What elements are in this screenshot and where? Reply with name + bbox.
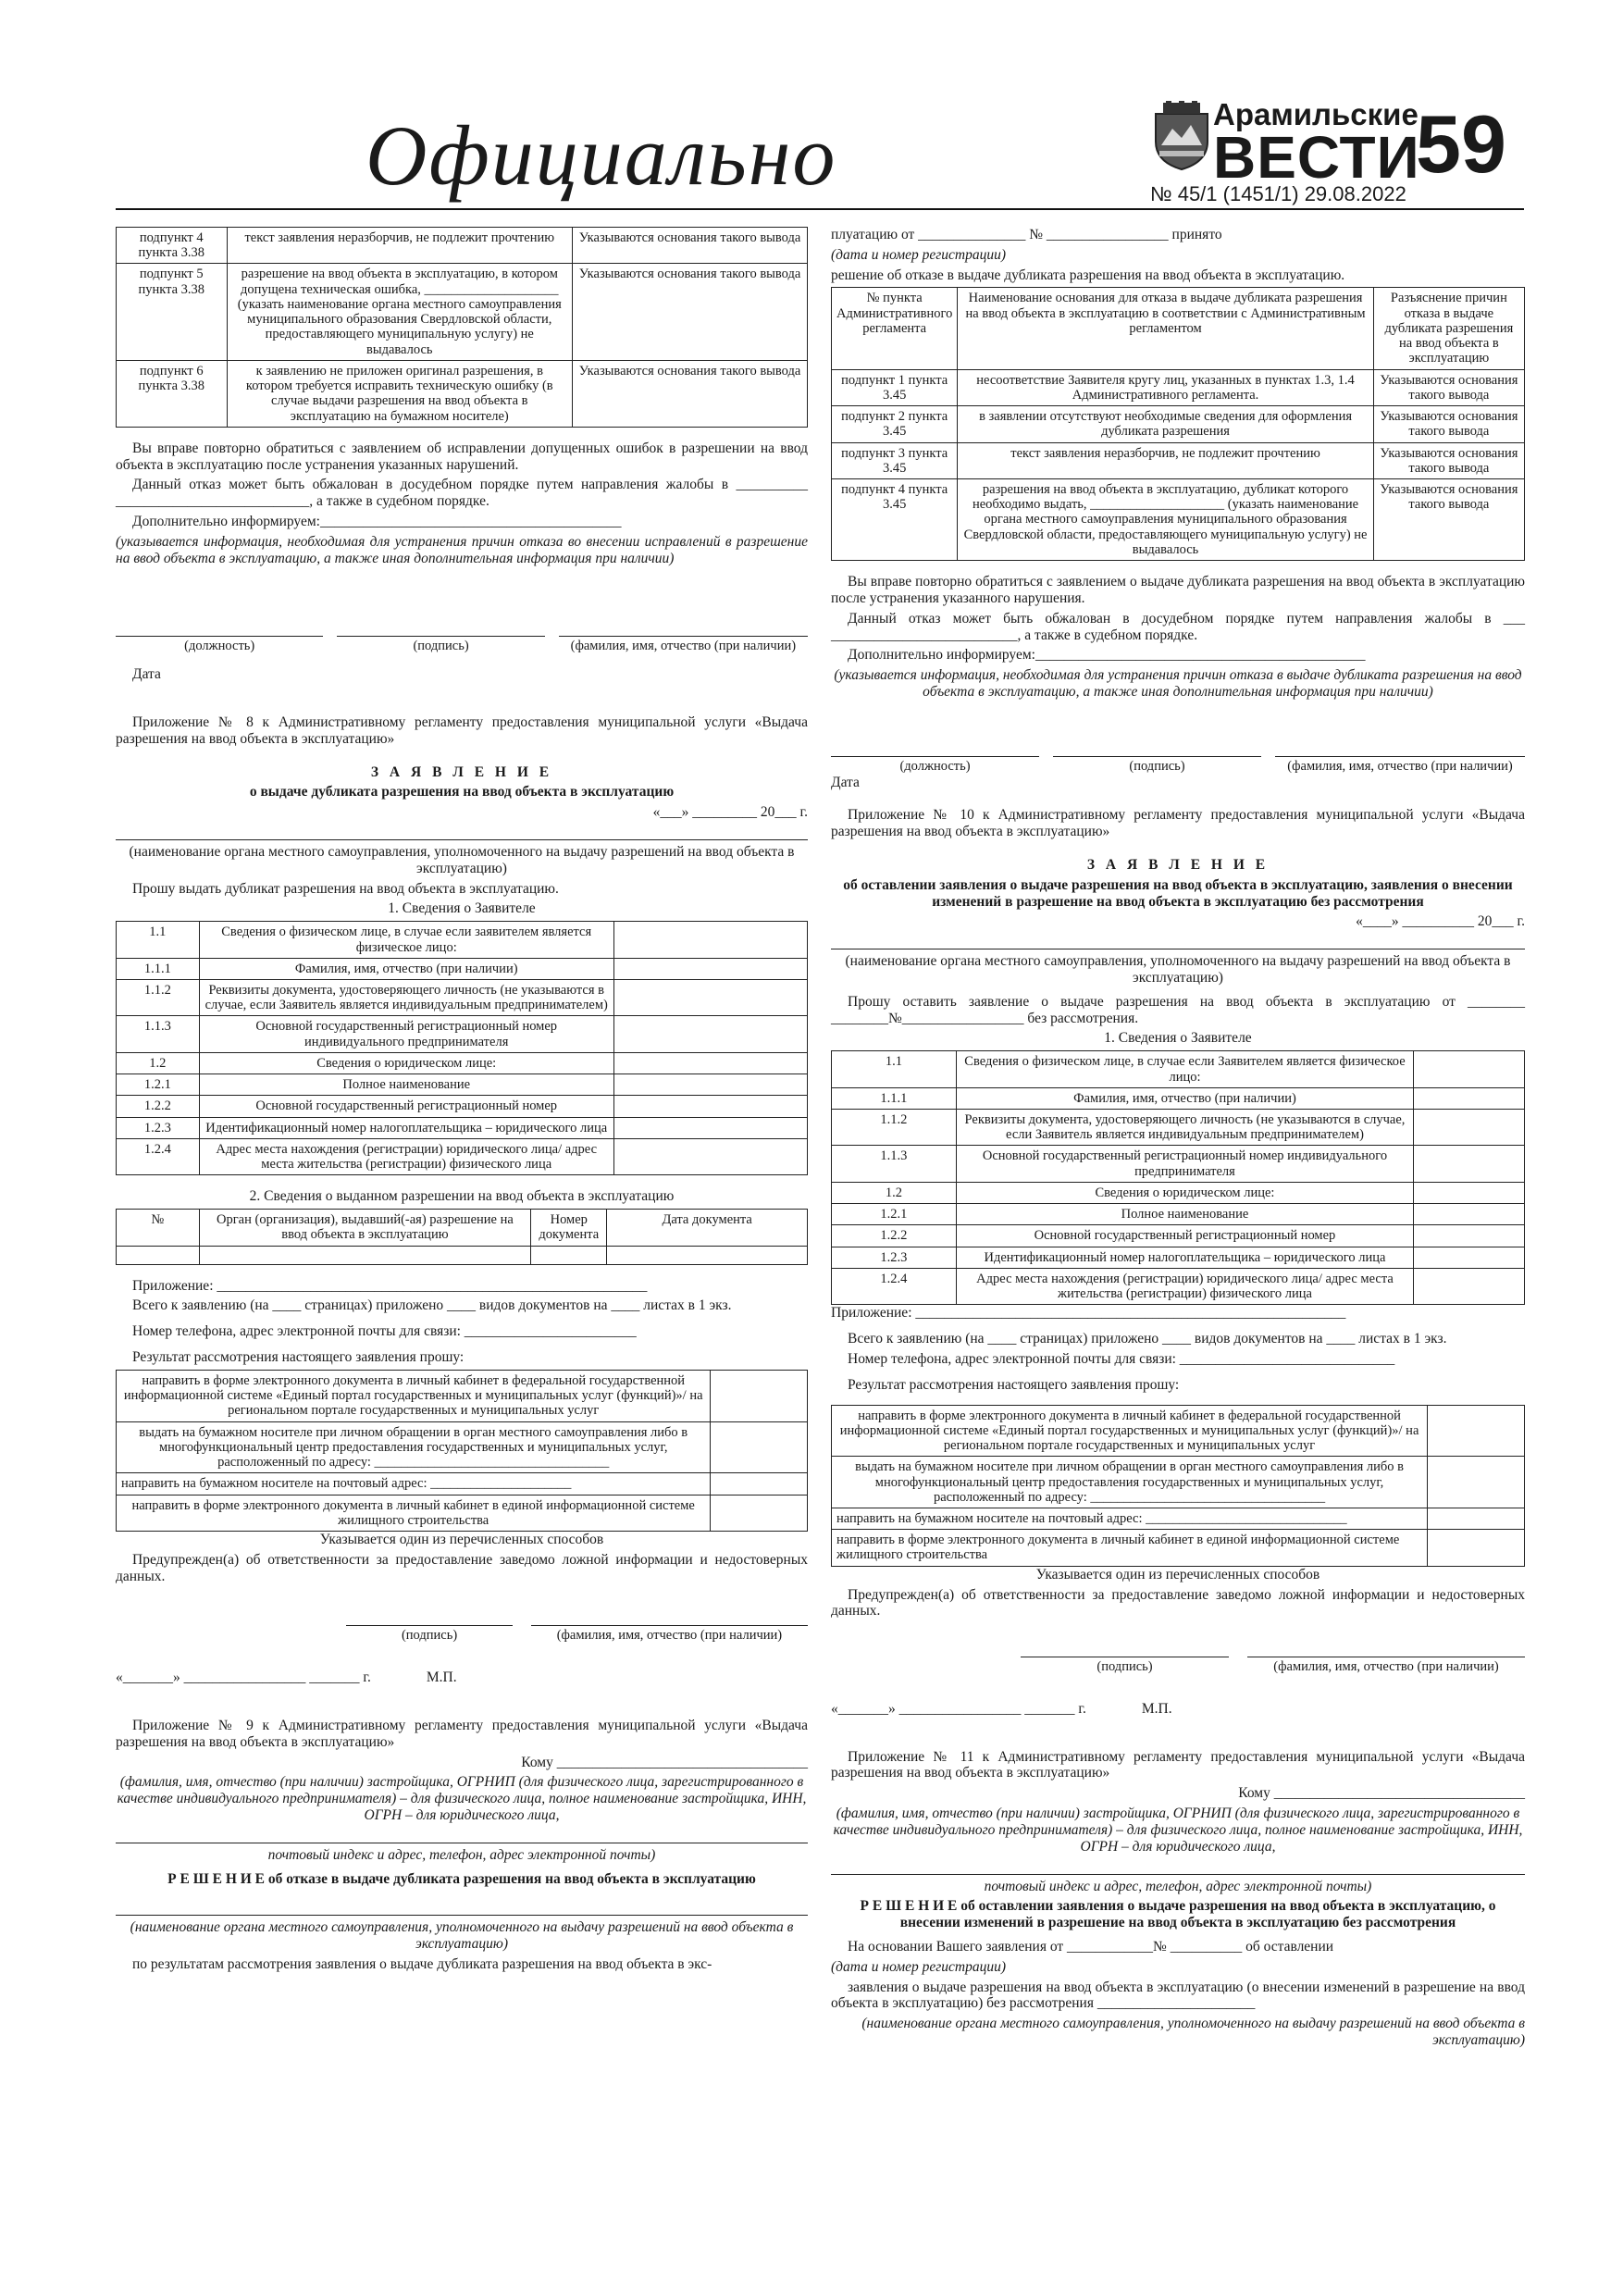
left-column [116, 227, 808, 1977]
table-cell: 1.1.1 [832, 1087, 957, 1109]
date-label: Дата [831, 774, 860, 790]
date-line [116, 1669, 808, 1686]
table-cell: Указываются основания такого вывода [1373, 479, 1524, 561]
note: почтовый индекс и адрес, телефон, адрес электронной почты) [267, 1846, 656, 1863]
table-cell: Указываются основания такого вывода [573, 264, 808, 360]
table-cell: подпункт 6 пункта 3.38 [117, 360, 228, 427]
table-cell: 1.1.2 [832, 1110, 957, 1146]
date-label: Дата [132, 666, 161, 683]
table-cell: подпункт 1 пункта 3.45 [832, 369, 958, 405]
input-cell[interactable] [613, 1138, 807, 1174]
table-cell: Фамилия, имя, отчество (при наличии) [956, 1087, 1413, 1109]
appendix-heading: Приложение № 10 к Административному регламенту предоставления муниципальной услуги «Выдача разрешения на ввод объекта в эксплуатацию» [831, 807, 1525, 840]
note: (наименование органа местного самоуправления, уполномоченного на выдачу разрешений на ввод объекта в эксплуатацию) [130, 1919, 794, 1953]
paragraph: заявления о выдаче разрешения на ввод объекта в эксплуатацию (о внесении изменений в разрешение на ввод объекта в эксплуатацию) без рассмотрения ______________________ [831, 1979, 1525, 2012]
date-line: «____» __________ 20___ г. [1356, 913, 1525, 930]
note: почтовый индекс и адрес, телефон, адрес электронной почты) [984, 1878, 1372, 1894]
table-cell: Адрес места нахождения (регистрации) юридического лица/ адрес места жительства (регистрации) физического лица [199, 1138, 613, 1174]
table-cell: подпункт 4 пункта 3.38 [117, 228, 228, 264]
paragraph: Всего к заявлению (на ____ страницах) приложено ____ видов документов на ____ листах в 1 экз. [132, 1297, 732, 1314]
note: (указывается информация, необходимая для устранения причин отказа во внесении исправлений в разрешение на ввод объекта в эксплуатацию, а также иная дополнительная информация при наличии) [116, 533, 808, 566]
table-cell: направить в форме электронного документа в личный кабинет в федеральной государственной информационной системе «Единый портал государственных и муниципальных услуг (функций)»/ на региональном портале государственных и муниципальных услуг [117, 1370, 711, 1421]
table-cell: Указываются основания такого вывода [1373, 369, 1524, 405]
option-checkbox[interactable] [1428, 1508, 1525, 1530]
input-cell[interactable] [1414, 1087, 1525, 1109]
blank-line [116, 1900, 808, 1916]
table-cell: направить в форме электронного документа в личный кабинет в федеральной государственной информационной системе «Единый портал государственных и муниципальных услуг (функций)»/ на региональном портале государственных и муниципальных услуг [832, 1405, 1428, 1457]
table-row [832, 1508, 1525, 1530]
brand-top: Арамильские [1213, 97, 1419, 131]
table-row [117, 980, 808, 1016]
signature-caption: (должность) [116, 636, 323, 654]
table-cell: текст заявления неразборчив, не подлежит прочтению [227, 228, 573, 264]
paragraph: Вы вправе повторно обратиться с заявлением об исправлении допущенных ошибок в разрешении на ввод объекта в эксплуатацию после устранения указанных нарушений. [116, 440, 808, 473]
note: Указывается один из перечисленных способов [1035, 1566, 1320, 1582]
applicant-table [116, 921, 808, 1175]
signature-block [116, 1625, 808, 1644]
table-row [832, 1146, 1525, 1182]
recipient-line: Кому ___________________________________ [521, 1754, 808, 1770]
recipient-line: Кому ___________________________________ [1238, 1785, 1525, 1802]
paragraph: по результатам рассмотрения заявления о выдаче дубликата разрешения на ввод объекта в экс- [132, 1956, 712, 1973]
paragraph: Результат рассмотрения настоящего заявления прошу: [848, 1376, 1180, 1393]
duplicate-refusal-table [831, 287, 1525, 561]
table-row [117, 228, 808, 264]
table-cell: направить на бумажном носителе на почтовый адрес: _____________________ [117, 1473, 711, 1495]
brand-name: ВЕСТИ [1213, 124, 1420, 191]
signature-caption: (фамилия, имя, отчество (при наличии) [1275, 756, 1525, 775]
paragraph: На основании Вашего заявления от ____________№ __________ об оставлении [848, 1938, 1334, 1955]
table-header: № [117, 1210, 200, 1246]
table-row [832, 479, 1525, 561]
stamp-place: М.П. [426, 1669, 457, 1686]
header-rule [116, 208, 1524, 210]
table-row [117, 1096, 808, 1117]
table-header: Орган (организация), выдавший(-ая) разрешение на ввод объекта в эксплуатацию [199, 1210, 531, 1246]
table-row [832, 1268, 1525, 1304]
input-cell[interactable] [607, 1246, 808, 1264]
table-row [832, 1051, 1525, 1087]
date-line: «___» _________ 20___ г. [652, 804, 808, 821]
table-cell: 1.1.3 [832, 1146, 957, 1182]
table-header: Наименование основания для отказа в выдаче дубликата разрешения на ввод объекта в эксплуатацию в соответствии с Административным регламентом [958, 288, 1373, 369]
table-cell: 1.1.3 [117, 1016, 200, 1052]
option-checkbox[interactable] [1428, 1457, 1525, 1508]
table-cell: 1.1.1 [117, 958, 200, 979]
table-row [117, 264, 808, 360]
signature-caption: (должность) [831, 756, 1039, 775]
table-cell: подпункт 5 пункта 3.38 [117, 264, 228, 360]
table-cell: Указываются основания такого вывода [573, 228, 808, 264]
note: (фамилия, имя, отчество (при наличии) застройщика, ОГРНИП (для физического лица, зарегистрированного в качестве индивидуального предпринимателя) – для физического лица, полное наименование застройщика, ИНН, ОГРН – для юридического лица, [833, 1806, 1523, 1855]
table-row [832, 1204, 1525, 1225]
document-subtitle: о выдаче дубликата разрешения на ввод объекта в эксплуатацию [249, 784, 675, 800]
note: (наименование органа местного самоуправления, уполномоченного на выдачу разрешений на ввод объекта в эксплуатацию) [129, 844, 795, 876]
table-row [832, 406, 1525, 442]
table-cell: подпункт 2 пункта 3.45 [832, 406, 958, 442]
input-cell[interactable] [1414, 1225, 1525, 1247]
table-cell: Указываются основания такого вывода [1373, 442, 1524, 478]
paragraph: Данный отказ может быть обжалован в досудебном порядке путем направления жалобы в __________ ___________________________, а также в судебном порядке. [116, 477, 808, 510]
table-cell: 1.2.1 [117, 1074, 200, 1096]
table-row [832, 1182, 1525, 1203]
signature-caption: (фамилия, имя, отчество (при наличии) [531, 1625, 808, 1644]
note: Указывается один из перечисленных способов [319, 1531, 604, 1547]
right-column [831, 227, 1525, 2053]
table-cell: Адрес места нахождения (регистрации) юридического лица/ адрес места жительства (регистрации) физического лица [956, 1268, 1413, 1304]
decision-title: Р Е Ш Е Н И Е об отказе в выдаче дубликата разрешения на ввод объекта в эксплуатацию [167, 1870, 756, 1887]
table-cell: Полное наименование [199, 1074, 613, 1096]
appendix-heading: Приложение № 8 к Административному регламенту предоставления муниципальной услуги «Выдача разрешения на ввод объекта в эксплуатацию» [116, 714, 808, 747]
result-options-table [831, 1405, 1525, 1567]
table-header: Номер документа [531, 1210, 607, 1246]
table-row [117, 1421, 808, 1473]
table-cell: Основной государственный регистрационный номер [199, 1096, 613, 1117]
table-row [117, 1138, 808, 1174]
paragraph: Предупрежден(а) об ответственности за предоставление заведомо ложной информации и недостоверных данных. [116, 1551, 808, 1584]
table-row [832, 288, 1525, 369]
signature-caption: (фамилия, имя, отчество (при наличии) [559, 636, 808, 654]
section-heading: 1. Сведения о Заявителе [388, 900, 536, 917]
table-cell: Сведения о юридическом лице: [956, 1182, 1413, 1203]
input-cell[interactable] [613, 1074, 807, 1096]
table-cell: 1.1 [832, 1051, 957, 1087]
table-cell: Основной государственный регистрационный номер [956, 1225, 1413, 1247]
paragraph: Дополнительно информируем:______________________________________________ [848, 647, 1366, 664]
table-row [832, 1087, 1525, 1109]
paragraph: Прошу выдать дубликат разрешения на ввод объекта в эксплуатацию. [132, 880, 559, 897]
paragraph: Данный отказ может быть обжалован в досудебном порядке путем направления жалобы в ___ __________________________, а также в судебном порядке. [831, 610, 1525, 643]
table-cell: выдать на бумажном носителе при личном обращении в орган местного самоуправления либо в многофункциональный центр предоставления государственных и муниципальных услуг, расположенный по адресу: ___________________________________ [117, 1421, 711, 1473]
table-row [117, 360, 808, 427]
note: (дата и номер регистрации) [831, 246, 1007, 263]
input-cell[interactable] [613, 1117, 807, 1138]
table-cell: к заявлению не приложен оригинал разрешения, в котором требуется исправить техническую ошибку (в случае выдачи разрешения на ввод объекта в эксплуатацию на бумажном носителе) [227, 360, 573, 427]
table-cell: Указываются основания такого вывода [1373, 406, 1524, 442]
stamp-place: М.П. [1141, 1700, 1172, 1717]
page-number: 59 [1416, 98, 1506, 190]
table-cell: Сведения о физическом лице, в случае если Заявителем является физическое лицо: [956, 1051, 1413, 1087]
issue-number: № 45/1 (1451/1) 29.08.2022 [1150, 182, 1406, 205]
signature-block [116, 636, 808, 654]
blank-line [116, 1828, 808, 1843]
table-cell: направить в форме электронного документа в личный кабинет в единой информационной системе жилищного строительства [832, 1530, 1428, 1566]
date-line [831, 1701, 1525, 1718]
input-cell[interactable] [613, 1096, 807, 1117]
paragraph: решение об отказе в выдаче дубликата разрешения на ввод объекта в эксплуатацию. [831, 267, 1345, 283]
paragraph: Всего к заявлению (на ____ страницах) приложено ____ видов документов на ____ листах в 1 экз. [848, 1331, 1447, 1347]
signature-caption: (подпись) [337, 636, 544, 654]
table-cell: Сведения о юридическом лице: [199, 1052, 613, 1074]
table-cell: 1.2.3 [117, 1117, 200, 1138]
section-title: Официально [365, 108, 837, 203]
table-cell: Реквизиты документа, удостоверяющего личность (не указываются в случае, если Заявитель является индивидуальным предпринимателем) [199, 980, 613, 1016]
table-row [117, 1117, 808, 1138]
table-cell: направить на бумажном носителе на почтовый адрес: ______________________________ [832, 1508, 1428, 1530]
input-cell[interactable] [199, 1246, 531, 1264]
appendix-heading: Приложение № 9 к Административному регламенту предоставления муниципальной услуги «Выдача разрешения на ввод объекта в эксплуатацию» [116, 1717, 808, 1750]
table-row [832, 1247, 1525, 1268]
correction-refusal-table [116, 227, 808, 428]
option-checkbox[interactable] [1428, 1405, 1525, 1457]
table-cell: несоответствие Заявителя кругу лиц, указанных в пунктах 1.3, 1.4 Административного регламента. [958, 369, 1373, 405]
table-row [117, 1052, 808, 1074]
signature-caption: (фамилия, имя, отчество (при наличии) [1247, 1657, 1525, 1675]
table-cell: Сведения о физическом лице, в случае если заявителем является физическое лицо: [199, 922, 613, 958]
table-cell: 1.2.2 [832, 1225, 957, 1247]
table-row [832, 1405, 1525, 1457]
input-cell[interactable] [1414, 1146, 1525, 1182]
table-header: Дата документа [607, 1210, 808, 1246]
paragraph: Номер телефона, адрес электронной почты для связи: ________________________ [132, 1323, 637, 1340]
table-cell: 1.2 [832, 1182, 957, 1203]
applicant-table [831, 1050, 1525, 1305]
table-row [117, 1495, 808, 1531]
input-cell[interactable] [613, 1052, 807, 1074]
table-cell: Идентификационный номер налогоплательщика – юридического лица [956, 1247, 1413, 1268]
table-cell: подпункт 4 пункта 3.45 [832, 479, 958, 561]
table-cell: Полное наименование [956, 1204, 1413, 1225]
result-options-table [116, 1370, 808, 1532]
table-row [117, 1016, 808, 1052]
blank-line [116, 825, 808, 840]
table-row [117, 1210, 808, 1246]
section-heading: 1. Сведения о Заявителе [1104, 1030, 1252, 1047]
paragraph: Номер телефона, адрес электронной почты для связи: ______________________________ [848, 1350, 1395, 1367]
document-subtitle: об оставлении заявления о выдаче разрешения на ввод объекта в эксплуатацию, заявления о внесении изменений в разрешение на ввод объекта в эксплуатацию без рассмотрения [843, 876, 1513, 910]
input-cell[interactable] [613, 1016, 807, 1052]
paragraph: плуатацию от _______________ № _________________ принято [831, 227, 1222, 242]
permit-table [116, 1209, 808, 1264]
table-row [117, 1074, 808, 1096]
option-checkbox[interactable] [711, 1495, 808, 1531]
table-cell: Идентификационный номер налогоплательщика – юридического лица [199, 1117, 613, 1138]
table-row [117, 1370, 808, 1421]
note: (наименование органа местного самоуправления, уполномоченного на выдачу разрешений на ввод объекта в эксплуатацию) [861, 2016, 1525, 2048]
paragraph: Результат рассмотрения настоящего заявления прошу: [132, 1349, 465, 1366]
input-cell[interactable] [613, 980, 807, 1016]
input-cell[interactable] [1414, 1051, 1525, 1087]
input-cell[interactable] [117, 1246, 200, 1264]
table-header: Разъяснение причин отказа в выдаче дубликата разрешения на ввод объекта в эксплуатацию [1373, 288, 1524, 369]
signature-caption: (подпись) [346, 1625, 513, 1644]
input-cell[interactable] [613, 958, 807, 979]
table-row [117, 1246, 808, 1264]
table-cell: подпункт 3 пункта 3.45 [832, 442, 958, 478]
table-row [832, 442, 1525, 478]
paragraph: Прошу оставить заявление о выдаче разрешения на ввод объекта в эксплуатацию от ________ ________№_________________ без рассмотрения. [831, 993, 1525, 1026]
signature-caption: (подпись) [1021, 1657, 1229, 1675]
table-cell: 1.1.2 [117, 980, 200, 1016]
paragraph: Дополнительно информируем:__________________________________________ [132, 514, 622, 530]
table-cell: разрешение на ввод объекта в эксплуатацию, в котором допущена техническая ошибка, ____________________ (указать наименование органа местного самоуправления муниципального образования Свердловской области, предоставляющего муниципальную услугу) не выдавалось [227, 264, 573, 360]
table-cell: 1.2.3 [832, 1247, 957, 1268]
table-row [117, 1473, 808, 1495]
signature-block [831, 1657, 1525, 1675]
table-row [117, 958, 808, 979]
paragraph: Приложение: ____________________________________________________________ [132, 1277, 648, 1294]
signature-caption: (подпись) [1053, 756, 1261, 775]
table-cell: 1.2.2 [117, 1096, 200, 1117]
blank-line [831, 1859, 1525, 1875]
option-checkbox[interactable] [711, 1370, 808, 1421]
paragraph: Вы вправе повторно обратиться с заявлением о выдаче дубликата разрешения на ввод объекта в эксплуатацию после устранения указанного нарушения. [831, 574, 1525, 606]
input-cell[interactable] [1414, 1110, 1525, 1146]
table-cell: Основной государственный регистрационный номер индивидуального предпринимателя [199, 1016, 613, 1052]
table-header: № пункта Административного регламента [832, 288, 958, 369]
table-cell: выдать на бумажном носителе при личном обращении в орган местного самоуправления либо в многофункциональный центр предоставления государственных и муниципальных услуг, расположенный по адресу: ___________________________________ [832, 1457, 1428, 1508]
date-blank: «_______» _________________ _______ г. [116, 1669, 371, 1686]
document-title: З А Я В Л Е Н И Е [1086, 856, 1270, 873]
table-row [832, 1530, 1525, 1566]
masthead [116, 97, 1524, 213]
note: (дата и номер регистрации) [831, 1958, 1007, 1975]
table-cell: 1.2.1 [832, 1204, 957, 1225]
note: (фамилия, имя, отчество (при наличии) застройщика, ОГРНИП (для физического лица, зарегистрированного в качестве индивидуального предпринимателя) – для физического лица, полное наименование застройщика, ИНН, ОГРН – для юридического лица, [117, 1774, 807, 1823]
table-cell: направить в форме электронного документа в личный кабинет в единой информационной системе жилищного строительства [117, 1495, 711, 1531]
appendix-heading: Приложение № 11 к Административному регламенту предоставления муниципальной услуги «Выдача разрешения на ввод объекта в эксплуатацию» [831, 1748, 1525, 1781]
table-cell: Основной государственный регистрационный номер индивидуального предпринимателя [956, 1146, 1413, 1182]
note: (наименование органа местного самоуправления, уполномоченного на выдачу разрешений на ввод объекта в эксплуатацию) [845, 953, 1511, 987]
decision-title: Р Е Ш Е Н И Е об оставлении заявления о выдаче разрешения на ввод объекта в эксплуатацию, о внесении изменений в разрешение на ввод объекта в эксплуатацию без рассмотрения [860, 1898, 1496, 1931]
table-row [117, 922, 808, 958]
table-cell: разрешения на ввод объекта в эксплуатацию, дубликат которого необходимо выдать, ____________________ (указать наименование органа местного самоуправления муниципального образования Свердловской области, предоставляющего муниципальную услугу) не выдавалось [958, 479, 1373, 561]
table-row [832, 369, 1525, 405]
table-cell: 1.1 [117, 922, 200, 958]
table-cell: 1.2.4 [117, 1138, 200, 1174]
date-blank: «_______» _________________ _______ г. [831, 1700, 1086, 1717]
city-emblem-icon [1150, 101, 1213, 171]
input-cell[interactable] [1414, 1182, 1525, 1203]
table-row [832, 1225, 1525, 1247]
input-cell[interactable] [1414, 1268, 1525, 1304]
signature-block [831, 756, 1525, 775]
table-row [832, 1457, 1525, 1508]
option-checkbox[interactable] [1428, 1530, 1525, 1566]
table-cell: Указываются основания такого вывода [573, 360, 808, 427]
table-cell: 1.2.4 [832, 1268, 957, 1304]
table-cell: текст заявления неразборчив, не подлежит прочтению [958, 442, 1373, 478]
note: (указывается информация, необходимая для устранения причин отказа в выдаче дубликата разрешения на ввод объекта в эксплуатацию, а также иная дополнительная информация при наличии) [834, 667, 1522, 701]
input-cell[interactable] [1414, 1247, 1525, 1268]
paragraph: Предупрежден(а) об ответственности за предоставление заведомо ложной информации и недостоверных данных. [831, 1586, 1525, 1620]
input-cell[interactable] [613, 922, 807, 958]
option-checkbox[interactable] [711, 1473, 808, 1495]
table-cell: 1.2 [117, 1052, 200, 1074]
table-cell: Реквизиты документа, удостоверяющего личность (не указываются в случае, если Заявитель является индивидуальным предпринимателем) [956, 1110, 1413, 1146]
blank-line [831, 934, 1525, 949]
table-cell: Фамилия, имя, отчество (при наличии) [199, 958, 613, 979]
table-cell: в заявлении отсутствуют необходимые сведения для оформления дубликата разрешения [958, 406, 1373, 442]
option-checkbox[interactable] [711, 1421, 808, 1473]
table-row [832, 1110, 1525, 1146]
document-title: З А Я В Л Е Н И Е [370, 763, 553, 780]
input-cell[interactable] [531, 1246, 607, 1264]
paragraph: Приложение: ____________________________________________________________ [831, 1305, 1346, 1322]
input-cell[interactable] [1414, 1204, 1525, 1225]
section-heading: 2. Сведения о выданном разрешении на ввод объекта в эксплуатацию [249, 1188, 675, 1205]
